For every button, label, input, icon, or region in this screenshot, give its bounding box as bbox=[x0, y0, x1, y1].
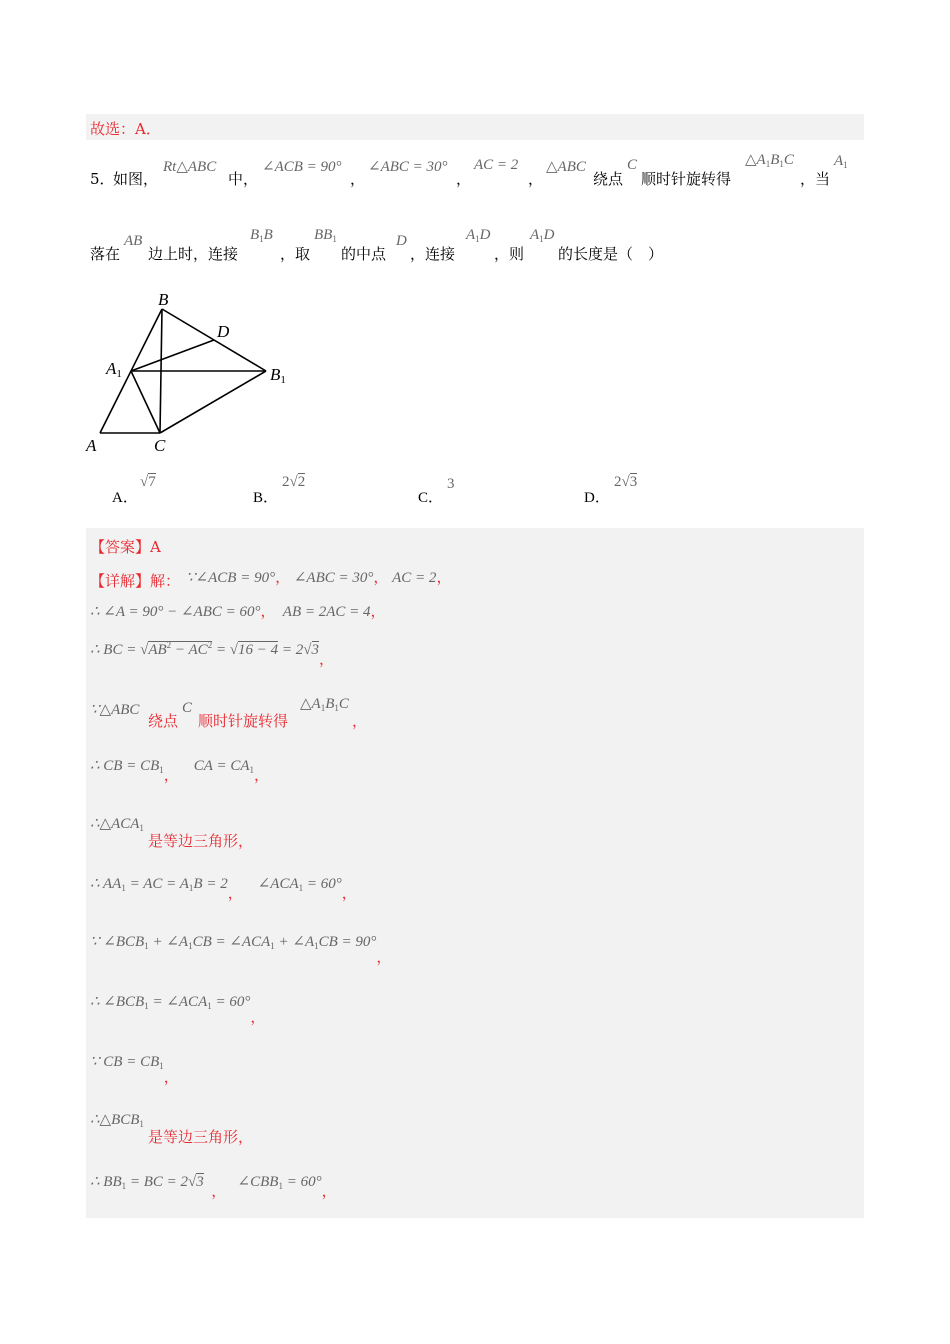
question-text: ，取 bbox=[280, 245, 311, 263]
previous-answer: 故选：A． bbox=[90, 120, 161, 138]
detail-line-4-c: C bbox=[182, 700, 193, 716]
question-text: 中， bbox=[228, 170, 259, 188]
answer-label: 【答案】A bbox=[90, 538, 161, 556]
detail-line-7: ∴ $AA_1$ = AC = $A_1B = 2$， $\angle ACA_1 = 60^\circ$， bbox=[90, 876, 357, 902]
segment-a1-c bbox=[131, 371, 160, 433]
detail-line-4: ∵△ABC bbox=[90, 702, 140, 718]
question-text: ， bbox=[456, 170, 472, 188]
math-a1d: $A_1D$ bbox=[466, 227, 491, 244]
previous-answer-bar bbox=[86, 114, 864, 140]
detail-label: 【详解】解： bbox=[90, 572, 181, 590]
option-a-value: √7 bbox=[140, 474, 156, 490]
label-a: A bbox=[86, 436, 97, 455]
question-text: 落在 bbox=[90, 245, 121, 263]
detail-line-1: ∵∠ACB = 90°， ∠ABC = 30°， AC = 2， bbox=[186, 570, 452, 586]
label-d: D bbox=[217, 322, 230, 341]
detail-line-3: ∴ BC = $√AB^2 - AC^2 = √16 - 4 = 2√3$， bbox=[90, 640, 335, 668]
option-c[interactable]: C． bbox=[418, 490, 444, 506]
detail-line-2: ∴ ∠A = 90° − ∠ABC = 60°， AB = 2AC = 4， bbox=[90, 604, 386, 620]
option-d[interactable]: D． bbox=[584, 490, 610, 506]
answer-box bbox=[86, 528, 864, 1218]
option-b-value: 2√2 bbox=[282, 474, 306, 490]
label-a1: A1 bbox=[106, 359, 122, 380]
math-triangle-abc: △ABC bbox=[546, 159, 586, 175]
detail-line-4-text: 绕点 bbox=[148, 712, 179, 730]
math-triangle-a1b1c: $\triangle A_1B_1C$ bbox=[745, 152, 794, 169]
detail-line-6: $\therefore\triangle ACA_1$ bbox=[90, 816, 144, 833]
label-b: B bbox=[158, 290, 169, 309]
question-text: ， bbox=[528, 170, 544, 188]
question-text: 边上时，连接 bbox=[148, 245, 239, 263]
math-ab: AB bbox=[124, 233, 143, 249]
label-c: C bbox=[154, 436, 166, 455]
question-text: 的中点 bbox=[341, 245, 387, 263]
detail-line-4-text2: 顺时针旋转得 bbox=[198, 712, 289, 730]
math-d: D bbox=[396, 233, 407, 249]
detail-line-10: ∵ CB = $CB_1$， bbox=[90, 1054, 179, 1086]
question-text: 如图， bbox=[113, 170, 159, 188]
question-number: 5． bbox=[90, 170, 115, 188]
math-b1b: $B_1B$ bbox=[250, 227, 273, 244]
question-text: ， bbox=[350, 170, 366, 188]
detail-line-11: $\therefore\triangle BCB_1$ bbox=[90, 1112, 144, 1129]
math-a1d: $A_1D$ bbox=[530, 227, 555, 244]
question-text: ，连接 bbox=[410, 245, 456, 263]
option-d-value: 2√3 bbox=[614, 474, 638, 490]
geometry-figure bbox=[80, 285, 310, 460]
option-b[interactable]: B． bbox=[253, 490, 279, 506]
label-b1: B1 bbox=[270, 365, 286, 386]
math-bb1: $BB_1$ bbox=[314, 227, 337, 244]
math-angle-acb: ∠ACB = 90° bbox=[262, 159, 342, 175]
question-text: 的长度是（ ） bbox=[558, 245, 664, 263]
detail-line-11-text: 是等边三角形， bbox=[148, 1128, 254, 1146]
math-rt-triangle-abc: Rt△ABC bbox=[163, 159, 217, 175]
detail-line-6-text: 是等边三角形， bbox=[148, 832, 254, 850]
math-ac-eq-2: AC = 2 bbox=[474, 157, 519, 173]
detail-line-9: ∴ $\angle BCB_1$ = $\angle ACA_1 = 60^\circ$， bbox=[90, 994, 266, 1026]
question-text: 顺时针旋转得 bbox=[641, 170, 732, 188]
comma: ， bbox=[352, 712, 368, 730]
option-a[interactable]: A． bbox=[112, 490, 138, 506]
detail-line-8: ∵ $\angle BCB_1$ + $\angle A_1CB$ = $\angle ACA_1$ + $\angle A_1CB = 90^\circ$， bbox=[90, 934, 392, 966]
question-text: ，当 bbox=[800, 170, 831, 188]
detail-line-12: ∴ $BB_1$ = BC = 2√3 ， $\angle CBB_1 = 60^\circ$， bbox=[90, 1174, 337, 1200]
math-angle-abc: ∠ABC = 30° bbox=[368, 159, 448, 175]
question-text: ，则 bbox=[494, 245, 525, 263]
segment-c-b1 bbox=[160, 371, 266, 433]
detail-line-5: ∴ CB = $CB_1$， CA = $CA_1$， bbox=[90, 758, 269, 784]
option-c-value: 3 bbox=[447, 476, 455, 492]
detail-line-4-tri: $\triangle A_1B_1C$ bbox=[300, 696, 349, 713]
math-a1: $A_1$ bbox=[834, 153, 848, 170]
math-point-c: C bbox=[627, 157, 638, 173]
question-text: 绕点 bbox=[593, 170, 624, 188]
